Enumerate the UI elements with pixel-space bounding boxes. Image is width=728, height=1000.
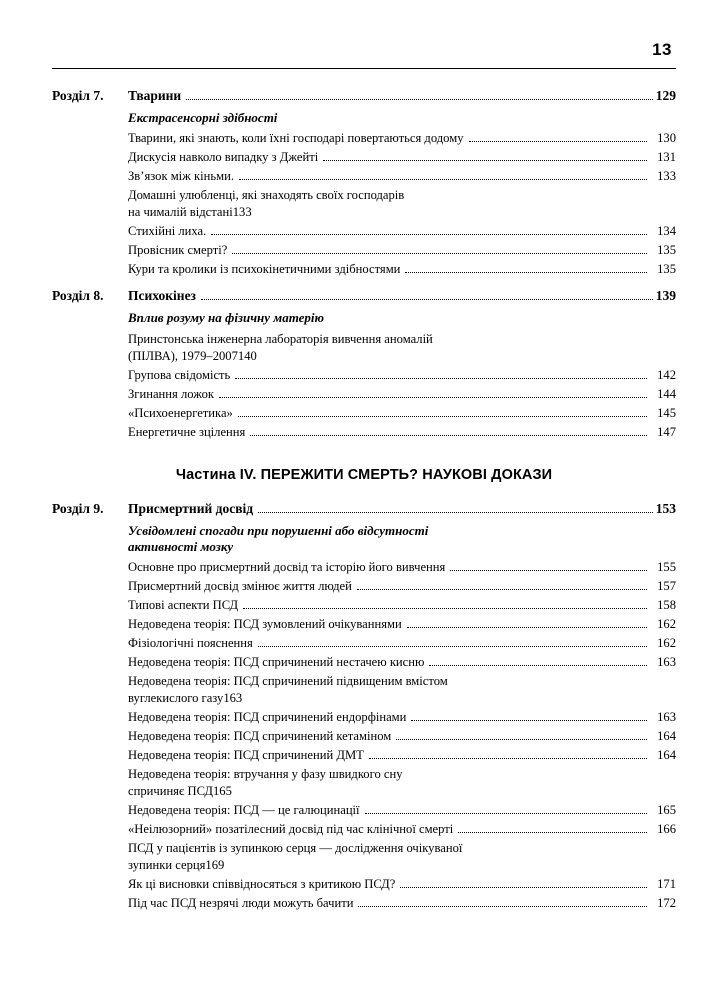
toc-entry[interactable] (128, 728, 676, 745)
chapter-label: Розділ 8. (52, 288, 104, 304)
toc-entry[interactable] (128, 635, 676, 652)
entry-page: 171 (657, 877, 676, 891)
entry-page: 162 (657, 636, 676, 650)
entry-page: 163 (657, 710, 676, 724)
chapter-page: 153 (655, 500, 676, 516)
dot-leader (239, 178, 647, 180)
entry-page: 164 (657, 748, 676, 762)
chapter-page: 139 (655, 288, 676, 304)
entry-page: 133 (232, 205, 252, 220)
entry-page: 134 (657, 224, 676, 239)
dot-leader (357, 588, 647, 590)
chapter-title: Присмертний досвід (128, 500, 254, 516)
toc-entry[interactable] (128, 840, 676, 874)
toc-entry[interactable] (128, 130, 676, 147)
entry-page: 169 (205, 858, 225, 872)
page-number: 13 (652, 40, 672, 59)
toc-entry[interactable] (128, 747, 676, 764)
chapter-label: Розділ 7. (52, 88, 104, 103)
entry-page: 164 (657, 729, 676, 743)
chapter-label: Розділ 9. (52, 500, 104, 516)
entry-page: 165 (657, 803, 676, 817)
toc-entry[interactable] (128, 673, 676, 707)
toc-entry[interactable] (128, 424, 676, 441)
entry-text: Типові аспекти ПСД (128, 598, 239, 612)
entry-text: Недоведена теорія: ПСД спричинений кетаміном (128, 729, 392, 743)
chapter-title: Психокінез (128, 288, 196, 304)
entry-text: Основне про присмертний досвід та історію його вивчення (128, 560, 446, 574)
toc-entry[interactable] (128, 386, 676, 403)
entry-page: 163 (223, 691, 243, 705)
toc-entry[interactable] (128, 766, 676, 800)
entry-text: Як ці висновки співвідносяться з критикою ПСД? (128, 877, 396, 891)
toc-entry[interactable] (128, 405, 676, 422)
entry-page: 133 (657, 169, 676, 184)
dot-leader (458, 831, 647, 833)
entry-text: Зв’язок між кіньми. (128, 169, 234, 184)
entry-page: 147 (657, 424, 676, 439)
toc-entry[interactable] (128, 367, 676, 384)
section-subtitle: Вплив розуму на фізичну матерію (128, 310, 325, 326)
dot-leader (358, 905, 647, 907)
dot-leader (211, 233, 647, 235)
dot-leader (369, 757, 647, 759)
entry-text: «Психоенергетика» (128, 405, 233, 420)
dot-leader (219, 396, 647, 398)
entry-text: Групова свідомість (128, 367, 231, 382)
section-subtitle-line1: Усвідомлені спогади при порушенні або відсутності (128, 522, 429, 538)
section-subtitle-line2: активності мозку (128, 538, 234, 554)
toc-entry[interactable] (128, 802, 676, 819)
entry-text: Недоведена теорія: ПСД спричинений ендорфінами (128, 710, 407, 724)
dot-leader (243, 607, 647, 609)
entry-page: 135 (657, 262, 676, 277)
entry-page: 144 (657, 386, 676, 401)
entry-page: 163 (657, 655, 676, 669)
dot-leader (411, 719, 647, 721)
entry-text: Стихійні лиха. (128, 224, 207, 239)
toc-entry[interactable] (128, 242, 676, 259)
dot-leader (365, 812, 647, 814)
dot-leader (201, 298, 653, 300)
toc-entry[interactable] (128, 261, 676, 278)
entry-page: 131 (657, 150, 676, 165)
entry-text: Провісник смерті? (128, 243, 228, 258)
dot-leader (323, 159, 647, 161)
entry-text-line1: Недоведена теорія: ПСД спричинений підвищеним вмістом (128, 674, 448, 688)
toc-content (52, 78, 676, 914)
part-heading: Частина IV. ПЕРЕЖИТИ СМЕРТЬ? НАУКОВІ ДОКАЗИ (175, 466, 553, 483)
dot-leader (258, 511, 653, 513)
chapter-title: Тварини (128, 88, 182, 103)
dot-leader (429, 664, 647, 666)
entry-text-line1: Домашні улюбленці, які знаходять своїх господарів (128, 188, 405, 203)
entry-text-line2: зупинки серця (128, 858, 206, 872)
toc-entry[interactable] (128, 559, 676, 576)
entry-text-line2: спричиняє ПСД (128, 784, 213, 798)
entry-page: 166 (657, 822, 676, 836)
chapter-page: 129 (655, 88, 676, 103)
entry-page: 162 (657, 617, 676, 631)
entry-text-line2: на чималій відстані (128, 205, 233, 220)
dot-leader (238, 415, 647, 417)
entry-page: 165 (212, 784, 232, 798)
entry-text-line1: Принстонська інженерна лабораторія вивчення аномалій (128, 331, 433, 346)
toc-entry[interactable] (128, 821, 676, 838)
entry-page: 157 (657, 579, 676, 593)
toc-entry[interactable] (128, 149, 676, 166)
toc-entry[interactable] (128, 331, 676, 365)
entry-text: Під час ПСД незрячі люди можуть бачити (128, 896, 354, 910)
dot-leader (250, 434, 647, 436)
entry-text: Згинання ложок (128, 386, 215, 401)
section-subtitle: Екстрасенсорні здібності (128, 110, 278, 125)
toc-entry[interactable] (128, 597, 676, 614)
entry-text: Недоведена теорія: ПСД зумовлений очікуваннями (128, 617, 402, 631)
entry-text: Недоведена теорія: ПСД спричинений ДМТ (128, 748, 364, 762)
toc-entry[interactable] (128, 223, 676, 240)
entry-text-line1: Недоведена теорія: втручання у фазу швидкого сну (128, 767, 403, 781)
entry-page: 145 (657, 405, 676, 420)
dot-leader (469, 140, 648, 142)
entry-page: 135 (657, 243, 676, 258)
dot-leader (235, 377, 647, 379)
dot-leader (405, 271, 647, 273)
toc-entry[interactable] (128, 709, 676, 726)
entry-page: 172 (657, 896, 676, 910)
dot-leader (396, 738, 647, 740)
entry-text: Кури та кролики із психокінетичними здібностями (128, 262, 401, 277)
entry-page: 140 (237, 348, 257, 363)
entry-text: Недоведена теорія: ПСД — це галюцинації (128, 803, 360, 817)
entry-text: Присмертний досвід змінює життя людей (128, 579, 352, 593)
entry-page: 130 (657, 131, 676, 146)
toc-entry[interactable] (128, 187, 676, 221)
entry-text-line2: (ПІЛВА), 1979–2007 (128, 348, 238, 363)
toc-entry[interactable] (128, 876, 676, 893)
dot-leader (258, 645, 647, 647)
entry-page: 142 (657, 367, 676, 382)
dot-leader (407, 626, 647, 628)
dot-leader (450, 569, 647, 571)
toc-chapter-row[interactable] (52, 288, 676, 304)
toc-entry[interactable] (128, 616, 676, 633)
header-rule (52, 68, 676, 69)
entry-page: 158 (657, 598, 676, 612)
entry-page: 155 (657, 560, 676, 574)
dot-leader (186, 98, 653, 100)
entry-text: Дискусія навколо випадку з Джейті (128, 150, 319, 165)
dot-leader (400, 886, 647, 888)
toc-entry[interactable] (128, 578, 676, 595)
toc-chapter-row[interactable] (52, 88, 676, 104)
entry-text: Фізіологічні пояснення (128, 636, 253, 650)
entry-text: Енергетичне зцілення (128, 424, 246, 439)
entry-text: Недоведена теорія: ПСД спричинений нестачею кисню (128, 655, 425, 669)
toc-entry[interactable] (128, 895, 676, 912)
toc-entry[interactable] (128, 654, 676, 671)
entry-text: «Неілюзорний» позатілесний досвід під час клінічної смерті (128, 822, 454, 836)
toc-entry[interactable] (128, 168, 676, 185)
toc-chapter-row[interactable] (52, 501, 676, 517)
dot-leader (232, 252, 647, 254)
entry-text-line2: вуглекислого газу (128, 691, 224, 705)
entry-text: Тварини, які знають, коли їхні господарі повертаються додому (128, 131, 464, 146)
entry-text-line1: ПСД у пацієнтів із зупинкою серця — дослідження очікуваної (128, 841, 463, 855)
